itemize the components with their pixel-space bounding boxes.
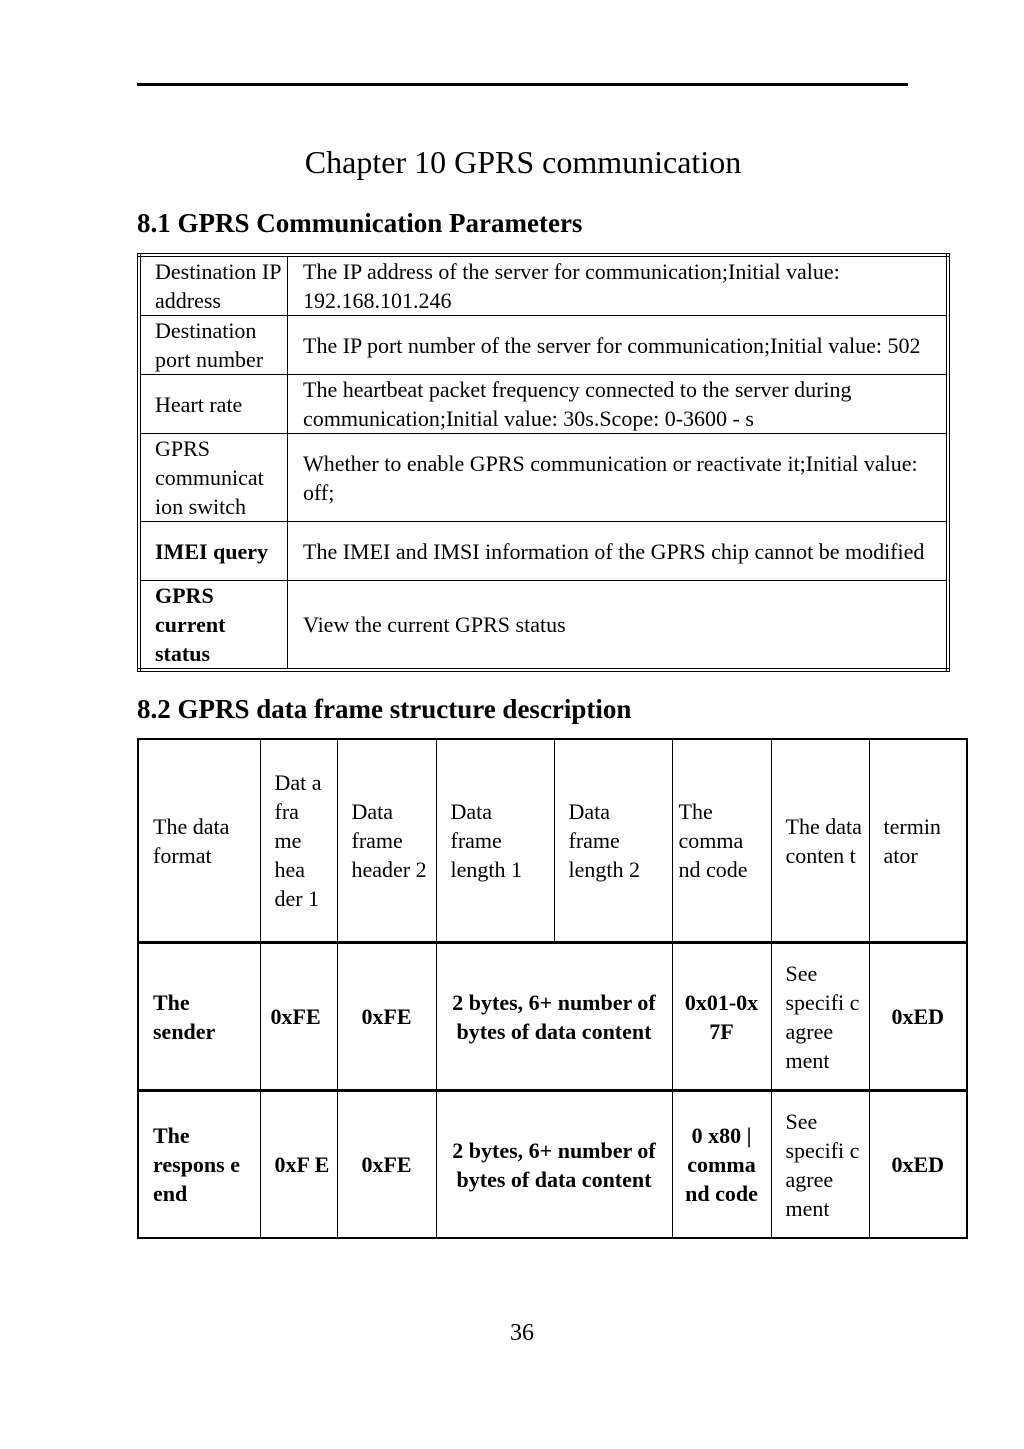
- param-name: GPRS current status: [139, 581, 288, 671]
- data-content: See specifi c agree ment: [771, 1091, 869, 1239]
- row-label: The respons e end: [138, 1091, 260, 1239]
- header-cell: The data format: [138, 739, 260, 943]
- param-description: View the current GPRS status: [288, 581, 949, 671]
- header-rule: [137, 83, 908, 86]
- header-cell: Data frame length 2: [554, 739, 672, 943]
- header-cell: Data frame length 1: [436, 739, 554, 943]
- param-description: Whether to enable GPRS communication or reactivate it;Initial value: off;: [288, 434, 949, 522]
- table-row: [138, 1091, 967, 1239]
- command-code: 0x01-0x 7F: [672, 943, 771, 1091]
- frame-length: 2 bytes, 6+ number of bytes of data content: [436, 1091, 672, 1239]
- table-header-row: [138, 739, 967, 943]
- param-description: The IP address of the server for communication;Initial value: 192.168.101.246: [288, 255, 949, 316]
- frame-header-1: 0xFE: [260, 943, 337, 1091]
- chapter-title: Chapter 10 GPRS communication: [304, 144, 742, 180]
- header-cell: Data frame header 2: [337, 739, 436, 943]
- frame-header-1: 0xF E: [260, 1091, 337, 1239]
- data-frame-table: [137, 738, 968, 1239]
- table-row: [139, 522, 948, 581]
- table-row: [139, 581, 948, 671]
- param-name: GPRS communicat ion switch: [139, 434, 288, 522]
- table-row: [138, 943, 967, 1091]
- table-row: [139, 434, 948, 522]
- table-row: [139, 255, 948, 316]
- terminator: 0xED: [869, 1091, 967, 1239]
- param-name: Destination IP address: [139, 255, 288, 316]
- param-name: Destination port number: [139, 316, 288, 375]
- table-row: [139, 316, 948, 375]
- command-code: 0 x80 | comma nd code: [672, 1091, 771, 1239]
- param-description: The IP port number of the server for communication;Initial value: 502: [288, 316, 949, 375]
- row-label: The sender: [138, 943, 260, 1091]
- header-cell: termin ator: [869, 739, 967, 943]
- page-number: 36: [510, 1320, 534, 1346]
- frame-header-2: 0xFE: [337, 943, 436, 1091]
- param-description: The heartbeat packet frequency connected to the server during communication;Initial value: 30s.Scope: 0-3600 - s: [288, 375, 949, 434]
- param-description: The IMEI and IMSI information of the GPRS chip cannot be modified: [288, 522, 949, 581]
- gprs-parameters-table: [137, 253, 950, 672]
- terminator: 0xED: [869, 943, 967, 1091]
- frame-length: 2 bytes, 6+ number of bytes of data content: [436, 943, 672, 1091]
- header-cell: Dat a fra me hea der 1: [260, 739, 337, 943]
- section-8-2-title: 8.2 GPRS data frame structure description: [137, 694, 632, 724]
- header-cell: The data conten t: [771, 739, 869, 943]
- param-name: Heart rate: [139, 375, 288, 434]
- section-8-1-title: 8.1 GPRS Communication Parameters: [137, 208, 583, 238]
- data-content: See specifi c agree ment: [771, 943, 869, 1091]
- frame-header-2: 0xFE: [337, 1091, 436, 1239]
- table-row: [139, 375, 948, 434]
- header-cell: The comma nd code: [672, 739, 771, 943]
- param-name: IMEI query: [139, 522, 288, 581]
